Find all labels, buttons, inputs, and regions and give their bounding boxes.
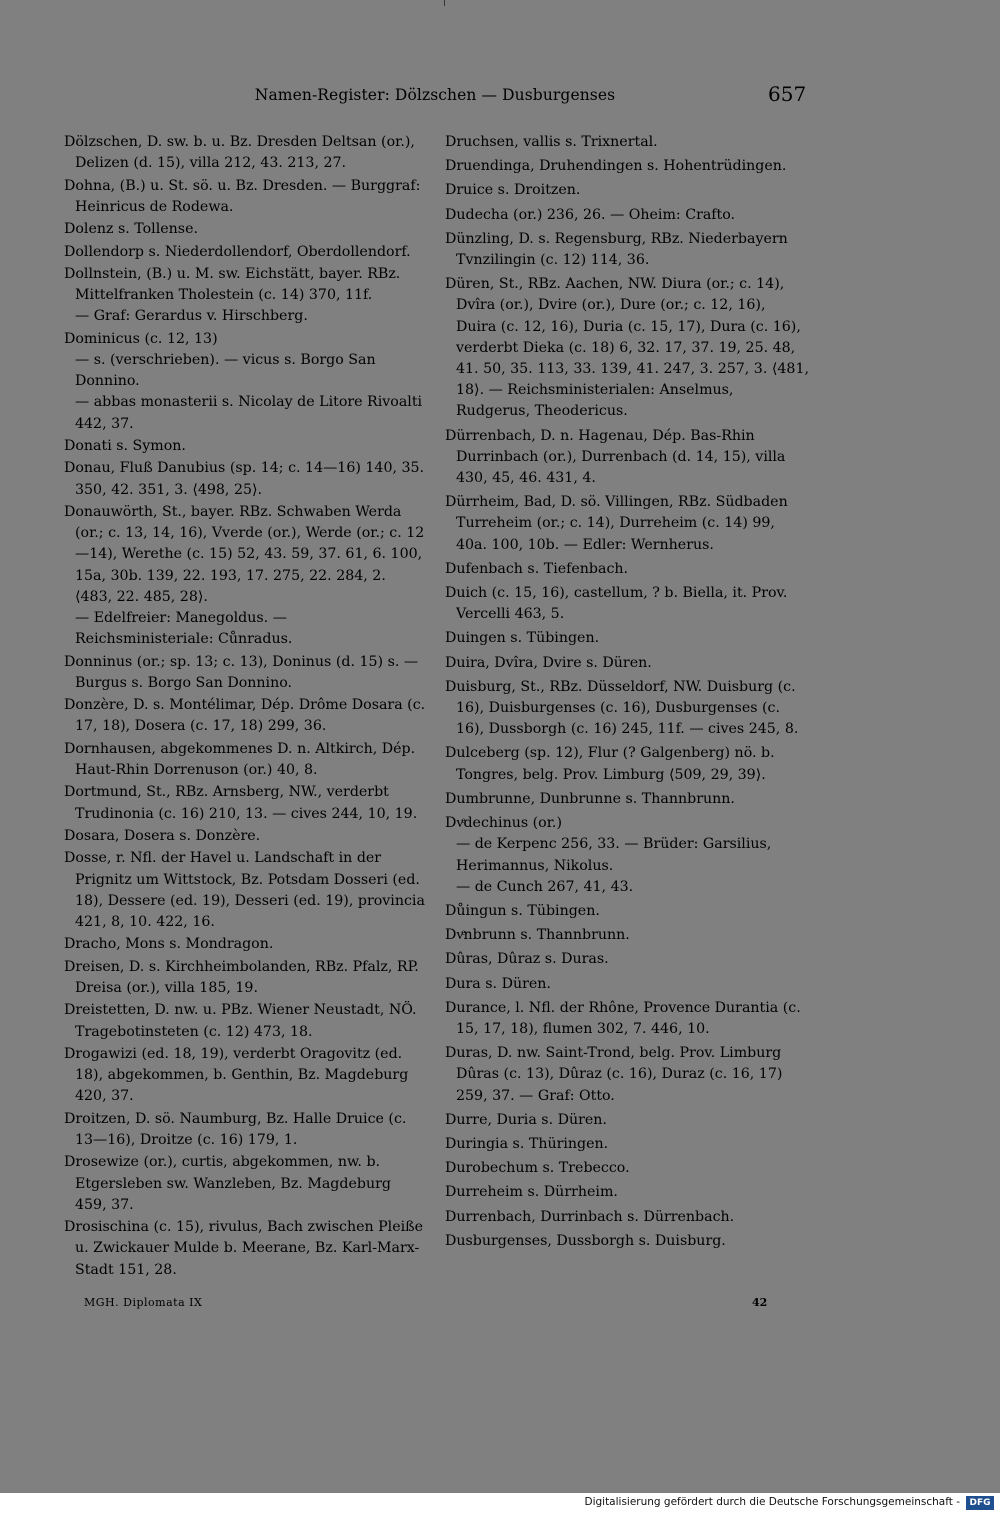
- index-entry: Donninus (or.; sp. 13; c. 13), Doninus (d. 15) s. — Burgus s. Borgo San Donnino.: [64, 653, 419, 691]
- index-entry: Duisburg, St., RBz. Düsseldorf, NW. Duisburg (c. 16), Duisburgenses (c. 16), Dusburgenses (c. 16), Dussborgh (c. 16) 245, 11f. — cives 245, 8.: [445, 678, 799, 738]
- index-entry: Dürrenbach, D. n. Hagenau, Dép. Bas-Rhin Durrinbach (or.), Durrenbach (d. 14, 15), villa 430, 45, 46. 431, 4.: [445, 427, 786, 487]
- index-entry: Dohna, (B.) u. St. sö. u. Bz. Dresden. — Burggraf: Heinricus de Rodewa.: [64, 177, 421, 215]
- index-entry: Dreisen, D. s. Kirchheimbolanden, RBz. Pfalz, RP. Dreisa (or.), villa 185, 19.: [64, 958, 419, 996]
- index-entry: Donauwörth, St., bayer. RBz. Schwaben Werda (or.; c. 13, 14, 16), Vverde (or.), Werde (or.; c. 12—14), Werethe (c. 15) 52, 43. 59, 37. 61, 6. 100, 15a, 30b. 139, 22. 193, 17. 275, 22. 284, 2. ⟨483, 22. 485, 28⟩. — Edelfreier: Manegoldus. — Reichsministeriale: Cůnradus.: [64, 503, 425, 648]
- index-entry: Dortmund, St., RBz. Arnsberg, NW., verderbt Trudinonia (c. 16) 210, 13. — cives 244, 10, 19.: [64, 784, 418, 822]
- index-entry: Dölzschen, D. sw. b. u. Bz. Dresden Deltsan (or.), Delizen (d. 15), villa 212, 43. 213, 27.: [64, 134, 415, 172]
- index-entry: Dominicus (c. 12, 13) — s. (verschrieben). — vicus s. Borgo San Donnino. — abbas monasterii s. Nicolay de Litore Rivoalti 442, 37.: [64, 330, 423, 432]
- index-entry: Dosse, r. Nfl. der Havel u. Landschaft in der Prignitz um Wittstock, Bz. Potsdam Dosseri (ed. 18), Dessere (ed. 19), Desseri (ed. 19), provincia 421, 8, 10. 422, 16.: [64, 850, 425, 930]
- page-header: [0, 82, 1000, 112]
- index-entry: Durre, Duria s. Düren.: [445, 1111, 607, 1128]
- index-entry: Dvͤnbrunn s. Thannbrunn.: [445, 927, 630, 944]
- top-scan-mark: [444, 0, 445, 6]
- index-entry: Dünzling, D. s. Regensburg, RBz. Niederbayern Tvnzilingin (c. 12) 114, 36.: [445, 230, 788, 269]
- index-entry: Dumbrunne, Dunbrunne s. Thannbrunn.: [445, 790, 735, 807]
- index-entry: Duich (c. 15, 16), castellum, ? b. Biella, it. Prov. Vercelli 463, 5.: [445, 585, 788, 623]
- index-entry: Duingen s. Tübingen.: [445, 630, 600, 647]
- index-entry: Duras, D. nw. Saint-Trond, belg. Prov. Limburg Dûras (c. 13), Dûraz (c. 16), Duraz (c. 16, 17) 259, 37. — Graf: Otto.: [445, 1045, 783, 1104]
- index-entry: Dosara, Dosera s. Donzère.: [64, 827, 261, 844]
- index-entry: Donau, Fluß Danubius (sp. 14; c. 14—16) 140, 35. 350, 42. 351, 3. ⟨498, 25⟩.: [64, 460, 425, 498]
- index-entry: Dolenz s. Tollense.: [64, 221, 198, 238]
- index-entry: Durobechum s. Trebecco.: [445, 1160, 630, 1177]
- index-entry: Durreheim s. Dürrheim.: [445, 1184, 618, 1201]
- index-entry: Duira, Dvîra, Dvire s. Düren.: [445, 654, 652, 671]
- index-entry: Dvͤdechinus (or.) — de Kerpenc 256, 33. — Brüder: Garsilius, Herimannus, Nikolus. — de Cunch 267, 41, 43.: [445, 815, 772, 895]
- index-entry: Dürrheim, Bad, D. sö. Villingen, RBz. Südbaden Turreheim (or.; c. 14), Durreheim (c. 14) 99, 40a. 100, 10b. — Edler: Wernherus.: [445, 494, 788, 553]
- index-entry: Droitzen, D. sö. Naumburg, Bz. Halle Druice (c. 13—16), Droitze (c. 16) 179, 1.: [64, 1110, 407, 1148]
- index-entry: Dufenbach s. Tiefenbach.: [445, 560, 629, 577]
- page-number: 657: [768, 82, 807, 106]
- index-entry: Dusburgenses, Dussborgh s. Duisburg.: [445, 1232, 726, 1249]
- index-entry: Druchsen, vallis s. Trixnertal.: [445, 134, 658, 150]
- index-entry: Düren, St., RBz. Aachen, NW. Diura (or.; c. 14), Dvîra (or.), Dvire (or.), Dure (or.; c. 12, 16), Duira (c. 12, 16), Duria (c. 15, 17), Dura (c. 16), verderbt Dieka (c. 18) 6, 32. 17, 37. 19, 25. 48, 41. 50, 35. 113, 33. 139, 41. 247, 3. 257, 3. ⟨481, 18⟩. — Reichsministerialen: Anselmus, Rudgerus, Theodericus.: [445, 276, 809, 420]
- running-title: Namen-Register: Dölzschen — Dusburgenses: [254, 86, 616, 104]
- dfg-logo: DFG: [966, 1496, 994, 1510]
- index-entry: Dudecha (or.) 236, 26. — Oheim: Crafto.: [445, 206, 736, 223]
- index-entry: Dollnstein, (B.) u. M. sw. Eichstätt, bayer. RBz. Mittelfranken Tholestein (c. 14) 370, 11f. — Graf: Gerardus v. Hirschberg.: [64, 265, 401, 325]
- digitization-credit-bar: [0, 1493, 1000, 1513]
- signature-line: MGH. Diplomata IX: [84, 1296, 203, 1309]
- index-entry: Durance, l. Nfl. der Rhône, Provence Durantia (c. 15, 17, 18), flumen 302, 7. 446, 10.: [445, 999, 801, 1037]
- index-entry: Donzère, D. s. Montélimar, Dép. Drôme Dosara (c. 17, 18), Dosera (c. 17, 18) 299, 36.: [64, 697, 426, 735]
- index-entry: Durrenbach, Durrinbach s. Dürrenbach.: [445, 1208, 735, 1225]
- index-entry: Dollendorp s. Niederdollendorf, Oberdollendorf.: [64, 243, 411, 260]
- index-entry: Dornhausen, abgekommenes D. n. Altkirch, Dép. Haut-Rhin Dorrenuson (or.) 40, 8.: [64, 740, 416, 778]
- index-entry: Duringia s. Thüringen.: [445, 1135, 609, 1152]
- index-entry: Druendinga, Druhendingen s. Hohentrüdingen.: [445, 158, 787, 175]
- index-entry: Dulceberg (sp. 12), Flur (? Galgenberg) nö. b. Tongres, belg. Prov. Limburg ⟨509, 29, 39⟩.: [445, 745, 775, 783]
- index-entry: Drogawizi (ed. 18, 19), verderbt Oragovitz (ed. 18), abgekommen, b. Genthin, Bz. Magdeburg 420, 37.: [64, 1045, 409, 1105]
- index-entry: Donati s. Symon.: [64, 437, 186, 454]
- left-index-column: [64, 132, 426, 1282]
- index-entry: Druice s. Droitzen.: [445, 182, 581, 199]
- credit-text: Digitalisierung gefördert durch die Deutsche Forschungsgemeinschaft -: [584, 1496, 960, 1508]
- index-entry: Dreistetten, D. nw. u. PBz. Wiener Neustadt, NÖ. Tragebotinsteten (c. 12) 473, 18.: [64, 1002, 417, 1040]
- right-index-column: [445, 132, 810, 1255]
- sheet-number: 42: [752, 1296, 768, 1309]
- index-entry: Drosischina (c. 15), rivulus, Bach zwischen Pleiße u. Zwickauer Mulde b. Meerane, Bz. Karl-Marx-Stadt 151, 28.: [64, 1219, 424, 1278]
- index-entry: Dura s. Düren.: [445, 975, 551, 992]
- index-entry: Důingun s. Tübingen.: [445, 902, 600, 919]
- index-entry: Dûras, Dûraz s. Duras.: [445, 951, 609, 968]
- index-entry: Drosewize (or.), curtis, abgekommen, nw. b. Etgersleben sw. Wanzleben, Bz. Magdeburg 459, 37.: [64, 1154, 391, 1213]
- index-entry: Dracho, Mons s. Mondragon.: [64, 936, 274, 953]
